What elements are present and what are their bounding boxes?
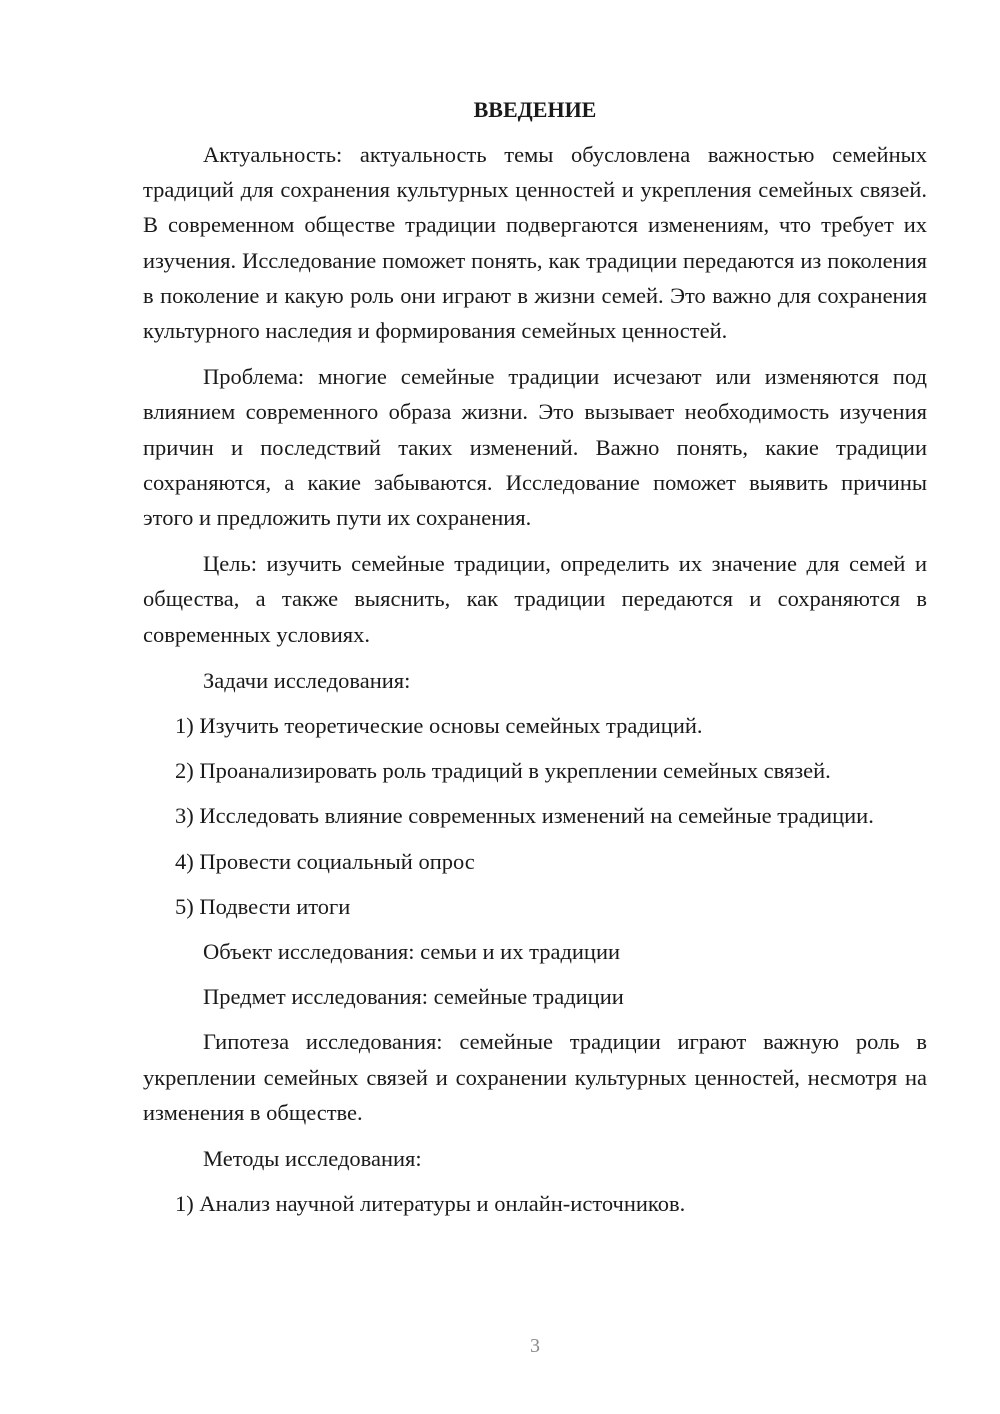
section-heading: ВВЕДЕНИЕ — [473, 97, 597, 122]
task-item-5: 5) Подвести итоги — [175, 893, 351, 919]
hypothesis-paragraph: Гипотеза исследования: семейные традиции играют важную роль в укреплении семейных связей и сохранении культурных ценностей, несмотря на изменения в обществе. — [143, 1029, 927, 1125]
goal-paragraph: Цель: изучить семейные традиции, определить их значение для семей и общества, а также выяснить, как традиции передаются и сохраняются в современных условиях. — [143, 551, 927, 647]
method-item-1: 1) Анализ научной литературы и онлайн-источников. — [175, 1191, 686, 1217]
subject-line: Предмет исследования: семейные традиции — [203, 984, 624, 1010]
problem-paragraph: Проблема: многие семейные традиции исчезают или изменяются под влиянием современного образа жизни. Это вызывает необходимость изучения причин и последствий таких изменений. Важно понять, какие традиции сохраняются, а какие забываются. Исследование поможет выявить причины этого и предложить пути их сохранения. — [143, 364, 927, 531]
object-line: Объект исследования: семьи и их традиции — [203, 939, 621, 965]
page-number: 3 — [530, 1335, 540, 1357]
page-content — [143, 94, 927, 1231]
relevance-paragraph: Актуальность: актуальность темы обусловлена важностью семейных традиций для сохранения культурных ценностей и укрепления семейных связей. В современном обществе традиции подвергаются изменениям, что требует их изучения. Исследование поможет понять, как традиции передаются из поколения в поколение и какую роль они играют в жизни семей. Это важно для сохранения культурного наследия и формирования семейных ценностей. — [143, 142, 927, 344]
task-item-4: 4) Провести социальный опрос — [175, 848, 475, 874]
task-item-1: 1) Изучить теоретические основы семейных традиций. — [175, 713, 703, 739]
tasks-label: Задачи исследования: — [203, 667, 411, 693]
methods-label: Методы исследования: — [203, 1146, 422, 1172]
task-item-3: 3) Исследовать влияние современных изменений на семейные традиции. — [175, 803, 874, 829]
task-item-2: 2) Проанализировать роль традиций в укреплении семейных связей. — [175, 758, 831, 784]
